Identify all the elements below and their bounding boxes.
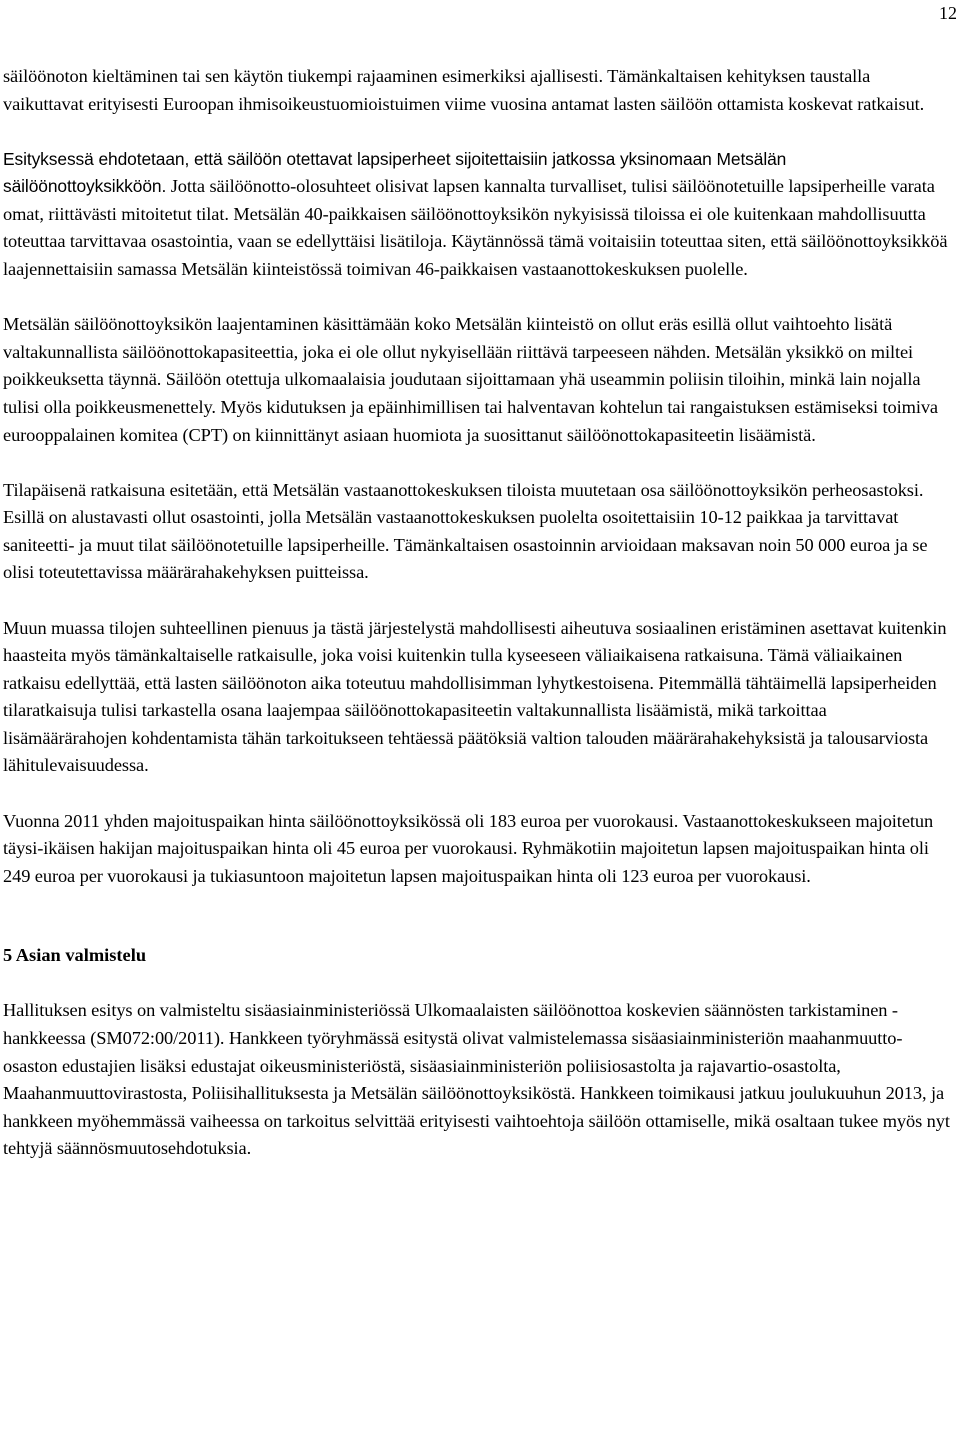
paragraph-expansion: Metsälän säilöönottoyksikön laajentaminen käsittämään koko Metsälän kiinteistö on ollut eräs esillä ollut vaihtoehto lisätä valtakunnallista säilöönottokapasiteettia, joka ei ole ollut nykyisellään riittävä tarpeeseen nähden. Metsälän yksikkö on miltei poikkeuksetta täynnä. Säilöön otettuja ulkomaalaisia joudutaan sijoittamaan yhä useammin poliisin tiloihin, minkä lain nojalla tulisi olla poikkeusmenettely. Myös kidutuksen ja epäinhimillisen tai halventavan kohtelun tai rangaistuksen estämiseksi toimiva eurooppalainen komitea (CPT) on kiinnittänyt asiaan huomiota ja suosittanut säilöönottokapasiteetin lisäämistä. — [3, 314, 938, 445]
paragraph-costs: Vuonna 2011 yhden majoituspaikan hinta säilöönottoyksikössä oli 183 euroa per vuorokausi. Vastaanottokeskukseen majoitetun täysi-ikäisen hakijan majoituspaikan hinta oli 45 euroa per vuorokausi. Ryhmäkotiin majoitetun lapsen majoituspaikan hinta oli 249 euroa per vuorokausi ja tukiasuntoon majoitetun lapsen majoituspaikan hinta oli 123 euroa per vuorokausi. — [3, 810, 934, 886]
section-heading: 5 Asian valmistelu — [3, 945, 147, 966]
document-body — [3, 63, 951, 1163]
paragraph-preparation: Hallituksen esitys on valmisteltu sisäasiainministeriössä Ulkomaalaisten säilöönottoa koskevien säännösten tarkistaminen -hankkeessa (SM072:00/2011). Hankkeen työryhmässä esitystä olivat valmistelemassa sisäasiainministeriön maahanmuutto-osaston edustajien lisäksi edustajat oikeusministeriöstä, sisäasiainministeriön poliisiosastolta ja rajavartio-osastolta, Maahanmuuttovirastosta, Poliisihallituksesta ja Metsälän säilöönottoyksiköstä. Hankkeen toimikausi jatkuu joulukuuhun 2013, ja hankkeen myöhemmässä vaiheessa on tarkoitus selvittää erityisesti vaihtoehtoja säilöön ottamiselle, mikä osaltaan tukee myös nyt tehtyjä säännösmuutosehdotuksia. — [3, 1000, 950, 1159]
paragraph-temporary-solution: Tilapäisenä ratkaisuna esitetään, että Metsälän vastaanottokeskuksen tiloista muutetaan osa säilöönottoyksikön perheosastoksi. Esillä on alustavasti ollut osastointi, jolla Metsälän vastaanottokeskuksen puolelta osoitettaisiin 10-12 paikkaa ja tarvittavat saniteetti- ja muut tilat säilöönotetuille lapsiperheille. Tämänkaltaisen osastoinnin arvioidaan maksavan noin 50 000 euroa ja se olisi toteutettavissa määrärahakehyksen puitteissa. — [3, 479, 928, 583]
paragraph-proposal — [3, 146, 951, 284]
paragraph-challenges: Muun muassa tilojen suhteellinen pienuus ja tästä järjestelystä mahdollisesti aiheutuva sosiaalinen eristäminen asettavat kuitenkin haasteita myös tämänkaltaiselle ratkaisulle, joka voisi kuitenkin tulla kyseeseen väliaikaisena ratkaisuna. Tämä väliaikainen ratkaisu edellyttää, että lasten säilöönoton aika toteutuu mahdollisimman lyhytkestoisena. Pitemmällä tähtäimellä lapsiperheiden tilaratkaisuja tulisi tarkastella osana laajempaa säilöönottokapasiteetin valtakunnallista lisäämistä, mikä tarkoittaa lisämäärärahojen kohdentamista tähän tarkoitukseen tehtäessä päätöksiä valtion talouden määrärahakehyksistä ja talousarviosta lähitulevaisuudessa. — [3, 617, 947, 776]
paragraph-continuation: säilöönoton kieltäminen tai sen käytön tiukempi rajaaminen esimerkiksi ajallisesti. Tämänkaltaisen kehityksen taustalla vaikuttavat erityisesti Euroopan ihmisoikeustuomioistuimen viime vuosina antamat lasten säilöön ottamista koskevat ratkaisut. — [3, 66, 925, 114]
paragraph-proposal-lead: Esityksessä ehdotetaan, että säilöön otettavat lapsiperheet sijoitettaisiin jatkossa yksinomaan Metsälän säilöönottoyksikköön. — [3, 148, 787, 197]
page-number: 12 — [939, 3, 957, 23]
paragraph-proposal-rest: Jotta säilöönotto-olosuhteet olisivat lapsen kannalta turvalliset, tulisi säilöönotetuille lapsiperheille varata omat, riittävästi mitoitetut tilat. Metsälän 40-paikkaisen säilöönottoyksikön nykyisissä tiloissa ei ole kuitenkaan mahdollisuutta toteuttaa tarvittavaa osastointia, vaan se edellyttäisi lisätiloja. Käytännössä tämä voitaisiin toteuttaa siten, että säilöönottoyksikköä laajennettaisiin samassa Metsälän kiinteistössä toimivan 46-paikkaisen vastaanottokeskuksen puolelle. — [3, 176, 948, 280]
